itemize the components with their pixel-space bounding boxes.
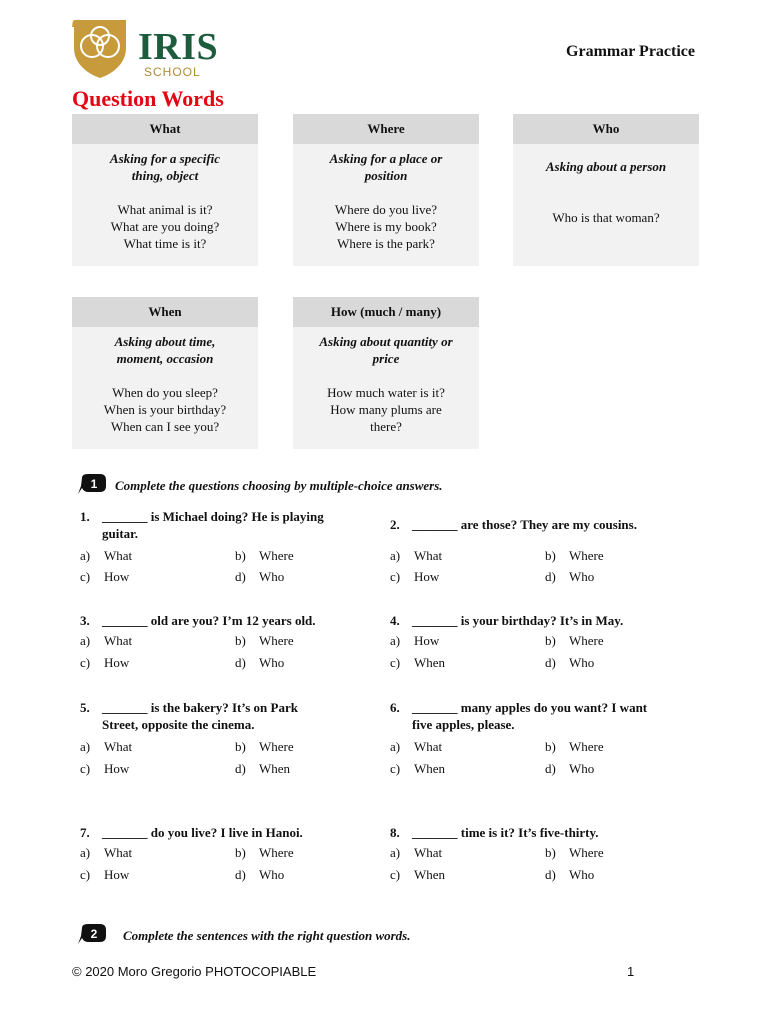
card-description: Asking for a place or position (329, 151, 443, 183)
option-a[interactable]: a) What (390, 548, 443, 563)
card-description: Asking about quantity or price (319, 334, 453, 366)
option-c[interactable]: c) How (80, 761, 130, 776)
question-number: 8. (390, 825, 400, 840)
crown-icon (72, 18, 84, 28)
question-text: _______ is Michael doing? He is playing guitar. (102, 509, 324, 541)
school-logo (72, 18, 232, 80)
option-a[interactable]: a) What (80, 548, 133, 563)
option-c[interactable]: c) How (390, 569, 440, 584)
question-number: 5. (80, 700, 90, 715)
exercise-2-instruction: Complete the sentences with the right question words. (123, 928, 411, 943)
option-d[interactable]: d) Who (235, 655, 285, 670)
option-a[interactable]: a) What (390, 845, 443, 860)
question-text: _______ old are you? I’m 12 years old. (102, 613, 316, 628)
card-examples: Who is that woman? (552, 210, 660, 225)
speech-bubble-number-icon (78, 924, 106, 946)
card-where (293, 114, 479, 266)
option-d[interactable]: d) Who (545, 761, 595, 776)
svg-text:1: 1 (90, 477, 98, 491)
question-number: 1. (80, 509, 90, 524)
option-b[interactable]: b) Where (235, 633, 294, 648)
card-examples: How much water is it? How many plums are there? (327, 385, 445, 434)
question-number: 2. (390, 517, 400, 532)
option-b[interactable]: b) Where (545, 845, 604, 860)
question-text: _______ are those? They are my cousins. (412, 517, 637, 532)
question-text: _______ is the bakery? It’s on Park Street, opposite the cinema. (102, 700, 298, 732)
card-heading: What (72, 114, 258, 144)
card-how (293, 297, 479, 449)
card-description: Asking about a person (545, 159, 667, 174)
option-a[interactable]: a) What (390, 739, 443, 754)
option-a[interactable]: a) What (80, 845, 133, 860)
page-title: Question Words (72, 86, 224, 111)
page-header-title: Grammar Practice (566, 43, 695, 60)
option-d[interactable]: d) Who (545, 867, 595, 882)
page-number: 1 (627, 964, 635, 979)
question-number: 3. (80, 613, 90, 628)
option-d[interactable]: d) Who (545, 655, 595, 670)
card-description: Asking for a specific thing, object (109, 151, 221, 183)
card-who (513, 114, 699, 266)
footer-copyright: © 2020 Moro Gregorio PHOTOCOPIABLE (72, 964, 317, 979)
option-b[interactable]: b) Where (545, 633, 604, 648)
option-c[interactable]: c) How (80, 867, 130, 882)
option-b[interactable]: b) Where (545, 548, 604, 563)
option-c[interactable]: c) When (390, 867, 446, 882)
option-d[interactable]: d) Who (545, 569, 595, 584)
option-c[interactable]: c) When (390, 761, 446, 776)
option-b[interactable]: b) Where (235, 845, 294, 860)
option-a[interactable]: a) What (80, 633, 133, 648)
svg-text:2: 2 (90, 927, 98, 941)
option-a[interactable]: a) What (80, 739, 133, 754)
question-number: 7. (80, 825, 90, 840)
option-c[interactable]: c) How (80, 569, 130, 584)
logo-subtitle: SCHOOL (144, 65, 201, 79)
card-examples: What animal is it? What are you doing? What time is it? (110, 202, 220, 251)
option-a[interactable]: a) How (390, 633, 440, 648)
option-c[interactable]: c) When (390, 655, 446, 670)
option-d[interactable]: d) When (235, 761, 291, 776)
card-heading: Where (293, 114, 479, 144)
question-text: _______ many apples do you want? I want five apples, please. (412, 700, 648, 732)
card-description: Asking about time, moment, occasion (114, 334, 216, 366)
question-text: _______ time is it? It’s five-thirty. (412, 825, 599, 840)
option-d[interactable]: d) Who (235, 569, 285, 584)
option-b[interactable]: b) Where (235, 739, 294, 754)
option-c[interactable]: c) How (80, 655, 130, 670)
card-examples: When do you sleep? When is your birthday? When can I see you? (103, 385, 227, 434)
question-number: 4. (390, 613, 400, 628)
option-b[interactable]: b) Where (235, 548, 294, 563)
card-examples: Where do you live? Where is my book? Where is the park? (334, 202, 438, 251)
card-heading: When (72, 297, 258, 327)
card-heading: Who (513, 114, 699, 144)
exercise-1-instruction: Complete the questions choosing by multiple-choice answers. (115, 478, 443, 493)
card-what (72, 114, 258, 266)
logo-wordmark: IRIS (138, 26, 219, 68)
option-b[interactable]: b) Where (545, 739, 604, 754)
option-d[interactable]: d) Who (235, 867, 285, 882)
speech-bubble-number-icon (78, 474, 106, 496)
question-text: _______ is your birthday? It’s in May. (412, 613, 624, 628)
card-heading: How (much / many) (293, 297, 479, 327)
card-when (72, 297, 258, 449)
question-number: 6. (390, 700, 400, 715)
question-text: _______ do you live? I live in Hanoi. (102, 825, 303, 840)
